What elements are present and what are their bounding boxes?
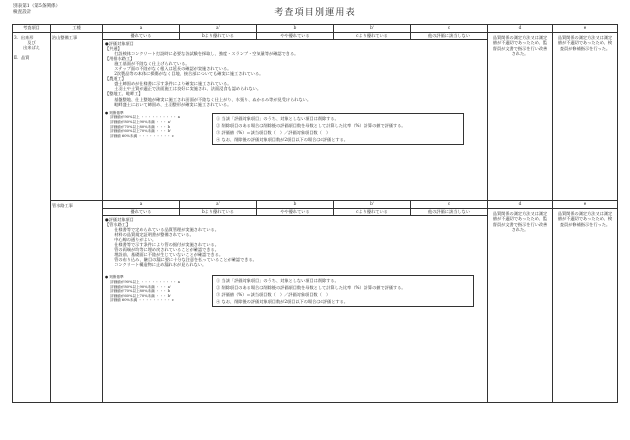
criteria-line: 打設検体コンクリート打設時に必要な各試験を採取し、強度・スランプ・空気量等が確認できる。	[110, 50, 299, 56]
d-text-2: 品質関係の測定方法又は測定値が不適切であったため、監督員が文書で指示を行い改善された。	[488, 208, 553, 403]
standard-line: 評価値が60%以上70%未満 ・・・ b'	[110, 293, 172, 298]
col-label-d: d	[488, 201, 553, 209]
criteria-line: コンクリート構造物に止め漏れ水が見られない。	[110, 262, 207, 268]
criteria-line: 【整地工、畦畔工】	[105, 91, 143, 97]
standard-line: 評価値 60%未満 ・・・・・・・・・ c	[110, 298, 174, 303]
work-type-cell-2: 管水路工事	[51, 201, 103, 403]
item-label-line: 及び	[27, 39, 36, 45]
column-header-row	[13, 25, 618, 33]
col-label-a: a	[103, 201, 180, 209]
document-subtitle: 検査設計	[13, 10, 32, 15]
standard-line: 評価値 60%未満 ・・・・・・・・・ c	[110, 133, 174, 138]
criteria-line: 仕様書等で定められている品質管理が実施されている。	[110, 226, 219, 232]
criteria-line: 管の布り込み、継目の漏に要に十分な注意を払っていることが確認できる。	[110, 257, 257, 263]
standard-line: 評価値が70%以上80%未満 ・・・ b	[110, 289, 171, 294]
item-label-line: 出来ばえ	[23, 44, 40, 50]
d-text-1: 品質関係の測定方法又は測定値が不適切であったため、監督員が文書で指示を行い改善された。	[488, 32, 553, 201]
criteria-line: 土羽土や土質が適正で法面施工は良好に実施され、法面浸食も認められない。	[110, 86, 262, 92]
grade-c: 他の評価に該当しない	[411, 208, 488, 216]
note-line: ③ 評価値（%）＝該当項目数（ ）／評価対象項目数（ ）	[216, 129, 331, 135]
criteria-line: 管の両端が均等に埋め戻されていることが確認できる。	[110, 247, 219, 253]
note-line: ② 削除項目のある場合は削除後の評価項目数を母数として計算した比率（%）計算の値で評価する。	[216, 122, 406, 128]
criteria-line: 2次製品等の本体に損傷がなく目地、接合部についても確実に施工されている。	[110, 71, 264, 77]
col-label-item: 考査項目	[13, 25, 51, 33]
notes-box-2	[212, 275, 474, 307]
col-label-b: b	[257, 25, 334, 33]
col-label-b-prime: b'	[334, 201, 411, 209]
notes-box-1	[212, 113, 464, 145]
e-text-1: 品質関係の測定方法又は測定値が不適切であったため、検査員が修補指示を行った。	[553, 32, 618, 201]
item-category-cell	[13, 32, 51, 403]
standard-line: 評価値が70%以上80%未満 ・・・ b	[110, 124, 171, 129]
standard-line: 評価値が60%以上70%未満 ・・・ b'	[110, 129, 172, 134]
criteria-line: 【農道工】	[105, 76, 126, 82]
document-title: 考査項目別運用表	[274, 8, 356, 18]
grade-a-prime: bより優れている	[180, 208, 257, 216]
col-label-c: c	[411, 25, 488, 33]
grade-b-prime: cより優れている	[334, 32, 411, 40]
criteria-line: 基盤整地、仕上整地が確実に施工され田面が不陸なく仕上がり、水張り、ぬかるみ等が見受けられない。	[110, 96, 312, 102]
standard-line: 評価値が90%以上 ・・・・・・・・・・ a	[110, 280, 180, 285]
criteria-line: ●評価対象項目	[105, 40, 134, 46]
standard-line: 評価値が80%以上90%未満 ・・・ a'	[110, 284, 171, 289]
criteria-line: 中心線の通りがよい。	[110, 236, 157, 242]
col-label-b-prime: b'	[334, 25, 411, 33]
criteria-line: 畦畔盛土において締固め、土羽整形が確実に施工されている。	[110, 101, 232, 107]
criteria-line: 盛土締固めが仕様書に示す条件により確実に施工されている。	[110, 81, 232, 87]
col-label-e: e	[553, 201, 618, 209]
item-label-line: 3．出来形	[14, 34, 34, 40]
col-label-a: a	[103, 25, 180, 33]
note-line: ② 削除項目のある場合は削除後の評価項目数を母数として計算した比率（%）計算の値で評価する。	[216, 285, 406, 291]
criteria-line: 【管水路工】	[105, 221, 131, 227]
standard-title: ● 判断基準	[105, 275, 124, 280]
grade-a: 優れている	[103, 32, 180, 40]
note-line: ① 当該「評価対象項目」のうち、対象としない項目は削除する。	[216, 278, 339, 284]
work-type-cell-1: 治山整備工事	[51, 32, 103, 201]
col-label-a-prime: a'	[180, 25, 257, 33]
standard-title: ● 判断基準	[105, 110, 124, 115]
col-label-e: e	[553, 25, 618, 33]
grade-b: やや優れている	[257, 208, 334, 216]
grade-c: 他の評価に該当しない	[411, 32, 488, 40]
col-label-c: c	[411, 201, 488, 209]
note-line: ③ 評価値（%）＝該当項目数（ ）／評価対象項目数（ ）	[216, 292, 331, 298]
section2-grade-row	[13, 208, 618, 216]
grade-a: 優れている	[103, 208, 180, 216]
section1-grade-row	[13, 32, 618, 40]
note-line: ④ なお、削除後の評価対象項目数が2項目以下の場合はc評価とする。	[216, 299, 348, 305]
item-label-line: Ⅱ．品質	[14, 54, 30, 60]
criteria-line: ●評価対象項目	[105, 216, 134, 222]
criteria-line: 仕様書等で示す条件により管の据付が実施されている。	[110, 241, 219, 247]
note-line: ① 当該「評価対象項目」のうち、対象としない項目は削除する。	[216, 115, 339, 121]
criteria-line: ステップ面の不陸がなく根入は延長の確認が実施されている。	[110, 65, 232, 71]
col-label-b: b	[257, 201, 334, 209]
criteria-line: 【用排水路工】	[105, 55, 135, 61]
e-text-2: 品質関係の測定方法又は測定値が不適切であったため、検査員が修補指示を行った。	[553, 208, 618, 403]
evaluation-table	[12, 24, 618, 403]
col-label-a-prime: a'	[180, 201, 257, 209]
section2-column-header-row	[13, 201, 618, 209]
criteria-line: 埋設前、基礎面に不陸が生じていないことが確認できる。	[110, 252, 224, 258]
sheet-label: 別表第1（第5条関係）	[13, 4, 61, 9]
criteria-line: 【共通】	[105, 45, 122, 51]
standard-line: 評価値が90%以上 ・・・・・・・・・・ a	[110, 115, 180, 120]
grade-b: やや優れている	[257, 32, 334, 40]
grade-a-prime: bより優れている	[180, 32, 257, 40]
grade-b-prime: cより優れている	[334, 208, 411, 216]
col-label-worktype: 工種	[51, 25, 103, 33]
criteria-line: 施工基面が不陸なく仕上げられている。	[110, 60, 190, 66]
section2-criteria-cell	[103, 216, 488, 403]
criteria-line: 材料の品質規定証明書が整備されている。	[110, 231, 194, 237]
standard-line: 評価値が80%以上90%未満 ・・・ a'	[110, 119, 171, 124]
note-line: ④ なお、削除後の評価対象項目数が2項目以下の場合はc評価とする。	[216, 136, 348, 142]
col-label-d: d	[488, 25, 553, 33]
section1-criteria-cell	[103, 40, 488, 201]
